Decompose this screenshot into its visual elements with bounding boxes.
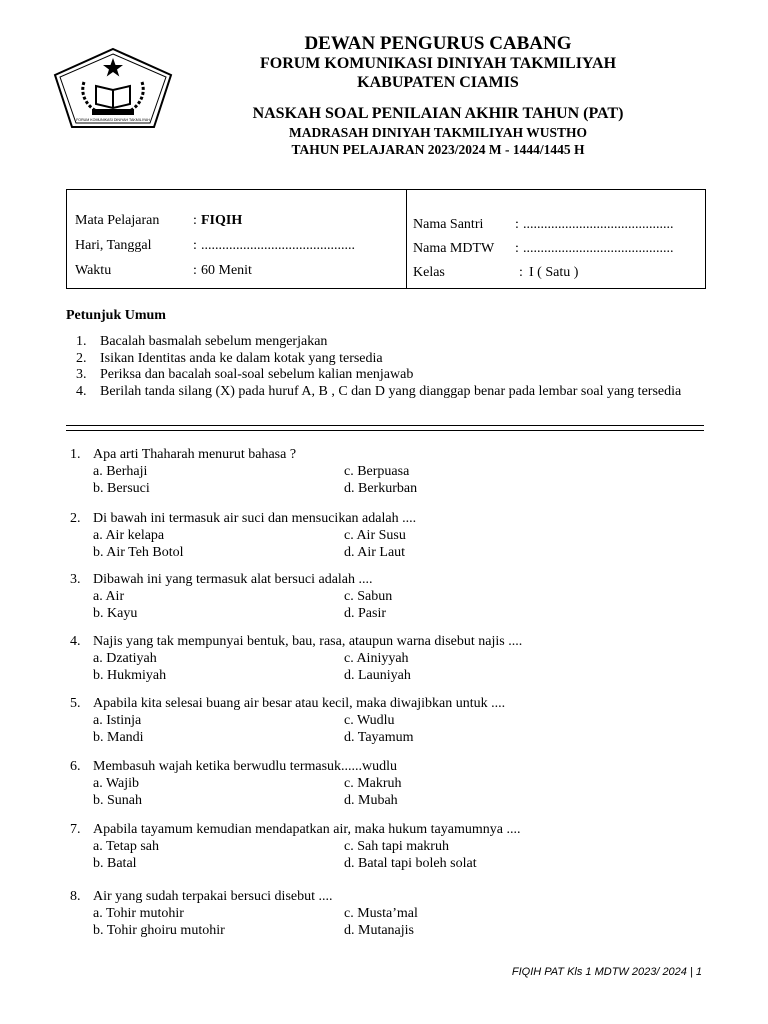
question-stem: 7. Apabila tayamum kemudian mendapatkan air, maka hukum tayamumnya .... bbox=[70, 822, 521, 837]
option-c[interactable]: c. Musta’mal bbox=[344, 906, 418, 921]
option-d[interactable]: d. Launiyah bbox=[344, 668, 411, 683]
option-a[interactable]: a. Dzatiyah bbox=[93, 651, 157, 666]
question-6 bbox=[70, 758, 710, 809]
identity-divider bbox=[406, 190, 407, 288]
page-footer: FIQIH PAT Kls 1 MDTW 2023/ 2024 | 1 bbox=[511, 966, 702, 978]
question-3 bbox=[70, 571, 710, 622]
option-b[interactable]: b. Kayu bbox=[93, 606, 138, 621]
question-7 bbox=[70, 821, 710, 872]
option-a[interactable]: a. Istinja bbox=[93, 713, 142, 728]
header-exam-title: NASKAH SOAL PENILAIAN AKHIR TAHUN (PAT) bbox=[252, 105, 624, 122]
student-name-label: Nama Santri bbox=[413, 217, 484, 232]
colon: : bbox=[193, 238, 197, 253]
colon: : bbox=[193, 213, 197, 228]
subject-value: FIQIH bbox=[201, 213, 243, 228]
option-a[interactable]: a. Wajib bbox=[93, 776, 140, 791]
subject-label: Mata Pelajaran bbox=[75, 213, 160, 228]
date-label: Hari, Tanggal bbox=[75, 238, 152, 253]
option-d[interactable]: d. Air Laut bbox=[344, 545, 406, 560]
instructions-list bbox=[76, 334, 716, 400]
header-region: KABUPATEN CIAMIS bbox=[357, 74, 519, 91]
colon: : bbox=[515, 217, 519, 232]
option-c[interactable]: c. Berpuasa bbox=[344, 464, 410, 479]
instructions-title: Petunjuk Umum bbox=[66, 308, 166, 323]
option-a[interactable]: a. Berhaji bbox=[93, 464, 148, 479]
option-d[interactable]: d. Mutanajis bbox=[344, 923, 414, 938]
option-c[interactable]: c. Air Susu bbox=[344, 528, 406, 543]
option-c[interactable]: c. Wudlu bbox=[344, 713, 395, 728]
option-b[interactable]: b. Tohir ghoiru mutohir bbox=[93, 923, 225, 938]
question-stem: 3. Dibawah ini yang termasuk alat bersuci adalah .... bbox=[70, 572, 373, 587]
question-4 bbox=[70, 633, 710, 684]
logo-star bbox=[103, 58, 123, 77]
logo-caption: FORUM KOMUNIKASI DINIYAH TAKMILIYAH bbox=[76, 118, 150, 122]
option-d[interactable]: d. Pasir bbox=[344, 606, 386, 621]
time-label: Waktu bbox=[75, 263, 112, 278]
date-field[interactable]: ............................................ bbox=[201, 238, 355, 253]
option-a[interactable]: a. Tetap sah bbox=[93, 839, 160, 854]
mdtw-field[interactable]: ........................................... bbox=[523, 241, 674, 256]
mdtw-label: Nama MDTW bbox=[413, 241, 495, 256]
option-d[interactable]: d. Berkurban bbox=[344, 481, 418, 496]
option-b[interactable]: b. Sunah bbox=[93, 793, 142, 808]
logo-book bbox=[96, 86, 130, 108]
class-label: Kelas bbox=[413, 265, 445, 280]
question-8 bbox=[70, 888, 710, 939]
question-stem: 1. Apa arti Thaharah menurut bahasa ? bbox=[70, 447, 297, 462]
student-name-field[interactable]: ........................................... bbox=[523, 217, 674, 232]
header-forum: FORUM KOMUNIKASI DINIYAH TAKMILIYAH bbox=[259, 55, 617, 72]
identity-box bbox=[66, 189, 706, 289]
instruction-item: 3. Periksa dan bacalah soal-soal sebelum kalian menjawab bbox=[76, 367, 414, 382]
instruction-item: 4. Berilah tanda silang (X) pada huruf A, B , C dan D yang dianggap benar pada lembar soal yang tersedia bbox=[76, 383, 682, 399]
question-stem: 5. Apabila kita selesai buang air besar atau kecil, maka diwajibkan untuk .... bbox=[70, 696, 506, 711]
colon: : bbox=[515, 241, 519, 256]
question-stem: 6. Membasuh wajah ketika berwudlu termasuk......wudlu bbox=[70, 759, 398, 774]
option-a[interactable]: a. Air bbox=[93, 589, 125, 604]
separator-line bbox=[66, 430, 704, 431]
option-c[interactable]: c. Sabun bbox=[344, 589, 393, 604]
option-a[interactable]: a. Tohir mutohir bbox=[93, 906, 184, 921]
option-a[interactable]: a. Air kelapa bbox=[93, 528, 165, 543]
option-c[interactable]: c. Makruh bbox=[344, 776, 402, 791]
option-b[interactable]: b. Hukmiyah bbox=[93, 668, 167, 683]
time-value: 60 Menit bbox=[201, 263, 252, 278]
question-stem: 4. Najis yang tak mempunyai bentuk, bau, rasa, ataupun warna disebut najis .... bbox=[70, 634, 523, 649]
question-stem: 8. Air yang sudah terpakai bersuci disebut .... bbox=[70, 889, 333, 904]
class-value: I ( Satu ) bbox=[529, 265, 579, 280]
colon: : bbox=[519, 265, 523, 280]
option-d[interactable]: d. Mubah bbox=[344, 793, 398, 808]
option-c[interactable]: c. Ainiyyah bbox=[344, 651, 409, 666]
header-school: MADRASAH DINIYAH TAKMILIYAH WUSTHO bbox=[289, 125, 587, 140]
header-academic-year: TAHUN PELAJARAN 2023/2024 M - 1444/1445 H bbox=[291, 142, 585, 157]
option-d[interactable]: d. Tayamum bbox=[344, 730, 414, 745]
header-organization: DEWAN PENGURUS CABANG bbox=[304, 33, 572, 54]
organization-logo bbox=[52, 46, 174, 130]
option-b[interactable]: b. Bersuci bbox=[93, 481, 150, 496]
question-1 bbox=[70, 446, 710, 497]
instruction-item: 1. Bacalah basmalah sebelum mengerjakan bbox=[76, 334, 328, 349]
option-d[interactable]: d. Batal tapi boleh solat bbox=[344, 856, 477, 871]
question-2 bbox=[70, 510, 710, 561]
option-b[interactable]: b. Air Teh Botol bbox=[93, 545, 184, 560]
separator-line bbox=[66, 425, 704, 426]
colon: : bbox=[193, 263, 197, 278]
option-b[interactable]: b. Batal bbox=[93, 856, 137, 871]
instruction-item: 2. Isikan Identitas anda ke dalam kotak yang tersedia bbox=[76, 350, 383, 366]
question-5 bbox=[70, 695, 710, 746]
option-b[interactable]: b. Mandi bbox=[93, 730, 144, 745]
option-c[interactable]: c. Sah tapi makruh bbox=[344, 839, 449, 854]
question-stem: 2. Di bawah ini termasuk air suci dan mensucikan adalah .... bbox=[70, 511, 417, 526]
